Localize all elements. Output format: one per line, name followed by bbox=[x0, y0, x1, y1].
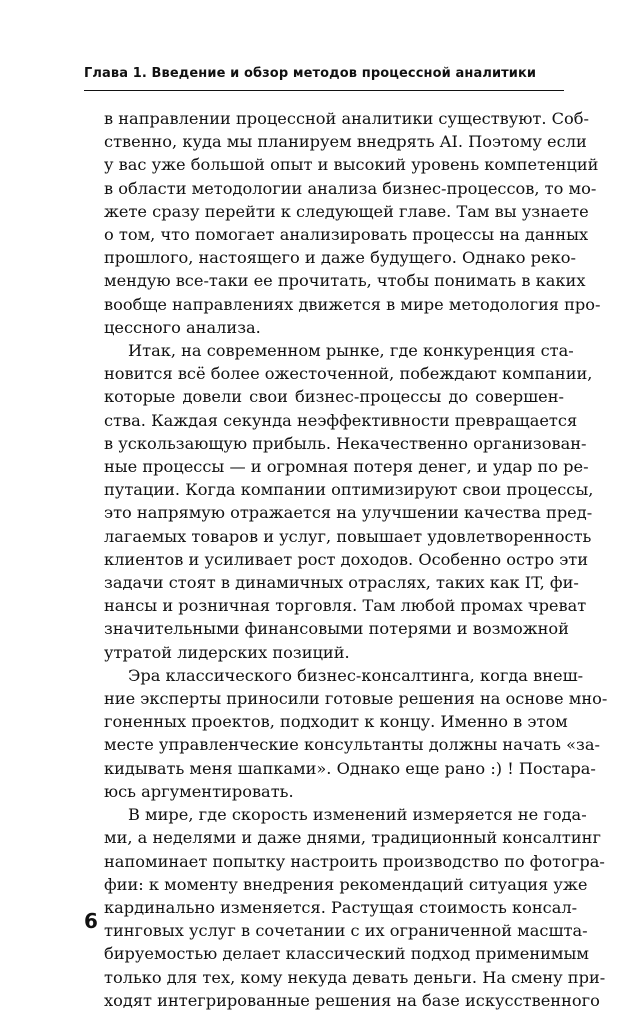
text-line: нансы и розничная торговля. Там любой промах чреват bbox=[104, 596, 587, 616]
text-line: ственно, куда мы планируем внедрять AI. Поэтому если bbox=[104, 132, 587, 152]
paragraph-2 bbox=[104, 339, 594, 664]
text-line: Итак, на современном рынке, где конкуренция ста- bbox=[128, 341, 574, 361]
text-line: задачи стоят в динамичных отраслях, таких как IT, фи- bbox=[104, 573, 579, 593]
paragraph-3 bbox=[104, 664, 608, 803]
text-line: тинговых услуг в сочетании с их ограниченной масшта- bbox=[104, 921, 588, 941]
paragraph-4 bbox=[104, 803, 606, 1012]
text-line: путации. Когда компании оптимизируют свои процессы, bbox=[104, 480, 594, 500]
text-line: напоминает попытку настроить производство по фотогра- bbox=[104, 851, 605, 871]
body-text bbox=[104, 107, 608, 1012]
text-line: только для тех, кому некуда девать деньги. На смену при- bbox=[104, 967, 606, 987]
text-line: жете сразу перейти к следующей главе. Там вы узнаете bbox=[104, 201, 589, 221]
text-line: клиентов и усиливает рост доходов. Особенно остро эти bbox=[104, 549, 589, 569]
text-line: прошлого, настоящего и даже будущего. Однако реко- bbox=[104, 248, 576, 268]
text-line: утратой лидерских позиций. bbox=[104, 642, 350, 662]
text-line: в направлении процессной аналитики существуют. Соб- bbox=[104, 109, 590, 128]
text-line: кидывать меня шапками». Однако еще рано :) ! Постара- bbox=[104, 758, 596, 778]
text-line: кардинально изменяется. Растущая стоимость консал- bbox=[104, 897, 578, 917]
text-line: ходят интегрированные решения на базе искусственного bbox=[104, 990, 600, 1010]
text-line: ние эксперты приносили готовые решения на основе мно- bbox=[104, 689, 608, 709]
text-line: ные процессы — и огромная потеря денег, и удар по ре- bbox=[104, 457, 589, 477]
text-line: гоненных проектов, подходит к концу. Именно в этом bbox=[104, 712, 568, 732]
text-line: В мире, где скорость изменений измеряется не года- bbox=[128, 805, 587, 825]
text-line: юсь аргументировать. bbox=[104, 781, 294, 801]
header-rule bbox=[84, 90, 564, 91]
text-line: фии: к моменту внедрения рекомендаций ситуация уже bbox=[104, 874, 588, 894]
page-number: 6 bbox=[84, 909, 98, 933]
text-line: новится всё более ожесточенной, побеждают компании, bbox=[104, 364, 593, 384]
text-line: у вас уже большой опыт и высокий уровень компетенций bbox=[104, 155, 599, 175]
text-line: ства. Каждая секунда неэффективности превращается bbox=[104, 410, 578, 430]
text-line: бируемостью делает классический подход применимым bbox=[104, 944, 589, 964]
text-line: месте управленческие консультанты должны начать «за- bbox=[104, 735, 600, 755]
running-head: Глава 1. Введение и обзор методов процессной аналитики bbox=[84, 66, 537, 81]
text-line: мендую все-таки ее прочитать, чтобы понимать в каких bbox=[104, 271, 586, 291]
text-line: о том, что помогает анализировать процессы на данных bbox=[104, 225, 589, 245]
text-line: которые довели свои бизнес-процессы до совершен- bbox=[104, 387, 564, 407]
text-line: в области методологии анализа бизнес-процессов, то мо- bbox=[104, 178, 597, 198]
text-line: это напрямую отражается на улучшении качества пред- bbox=[104, 503, 593, 523]
paragraph-1 bbox=[104, 107, 601, 339]
text-line: ми, а неделями и даже днями, традиционный консалтинг bbox=[104, 828, 601, 848]
text-line: Эра классического бизнес-консалтинга, когда внеш- bbox=[128, 665, 584, 685]
text-line: вообще направлениях движется в мире методология про- bbox=[104, 294, 601, 314]
text-line: цессного анализа. bbox=[104, 317, 261, 337]
text-line: значительными финансовыми потерями и возможной bbox=[104, 619, 569, 639]
text-line: лагаемых товаров и услуг, повышает удовлетворенность bbox=[104, 526, 592, 546]
text-line: в ускользающую прибыль. Некачественно организован- bbox=[104, 433, 587, 453]
